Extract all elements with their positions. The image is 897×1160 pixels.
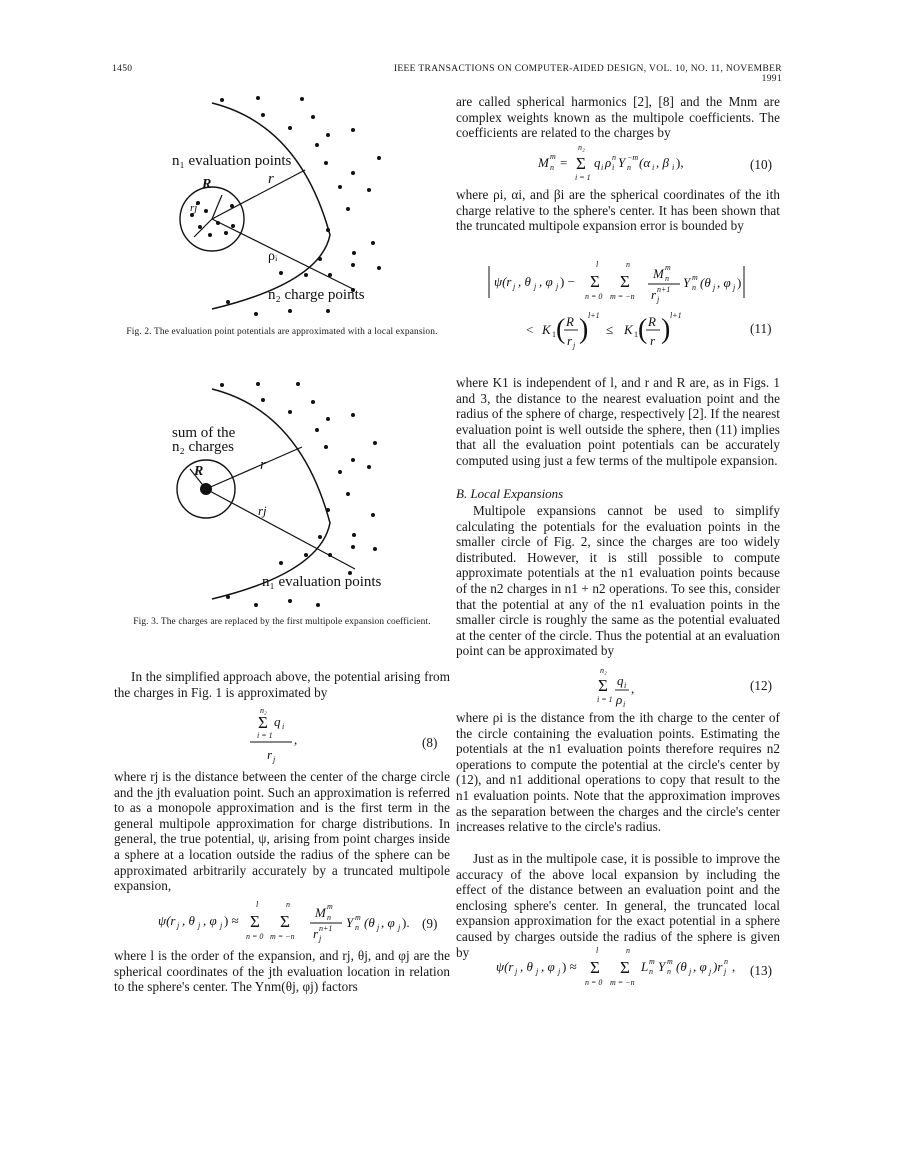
svg-text:i: i bbox=[652, 163, 655, 172]
svg-text:, φ: , φ bbox=[539, 274, 553, 289]
svg-text:l+1: l+1 bbox=[588, 311, 600, 320]
svg-text:, φ: , φ bbox=[541, 959, 555, 974]
svg-text:n: n bbox=[612, 153, 616, 162]
svg-text:j: j bbox=[515, 967, 518, 976]
svg-text:M: M bbox=[653, 266, 664, 281]
fig2-R-label: R bbox=[202, 177, 212, 192]
svg-text:n: n bbox=[286, 900, 290, 909]
svg-text:Σ: Σ bbox=[280, 912, 290, 931]
svg-text:n: n bbox=[667, 967, 671, 976]
equation-9-number: (9) bbox=[422, 916, 438, 931]
svg-text:i: i bbox=[623, 700, 626, 709]
svg-text:(θ: (θ bbox=[364, 915, 375, 930]
svg-text:j: j bbox=[513, 282, 516, 291]
svg-text:j: j bbox=[177, 921, 180, 930]
svg-text:i = 1: i = 1 bbox=[257, 731, 273, 740]
svg-text:m: m bbox=[355, 913, 361, 922]
svg-text:j: j bbox=[220, 921, 223, 930]
fig3-rj-label: rj bbox=[258, 503, 267, 518]
right-paragraph-6: Just as in the multipole case, it is possible to improve the accuracy of the above local expansion by including the effect of the distance between an evaluation point and the enclosing sphere's center. In general, the truncated local expansion approximation for the exact potential in a sphere caused by charges outside the radius of the sphere is given by bbox=[456, 851, 780, 960]
svg-text:j: j bbox=[398, 923, 401, 932]
equation-8 bbox=[240, 704, 330, 770]
svg-text:r: r bbox=[267, 747, 273, 762]
section-heading-local-expansions: B. Local Expansions bbox=[456, 486, 564, 501]
svg-text:, φ: , φ bbox=[203, 913, 217, 928]
right-paragraph-3: where K1 is independent of l, and r and R are, as in Figs. 1 and 3, the distance to the nearest evaluation point and the radius of the sphere of charge, respectively [2]. If the nearest evaluation point is well outside the sphere, then (11) implies that all the evaluation point potentials can be accurately computed using just a few terms of the multipole expansion. bbox=[456, 375, 780, 468]
fig2-rj-label: rj bbox=[190, 202, 198, 214]
svg-text:m: m bbox=[327, 902, 333, 911]
svg-text:).: ). bbox=[402, 915, 410, 930]
equation-12-number: (12) bbox=[750, 678, 772, 693]
figure-3-caption: Fig. 3. The charges are replaced by the first multipole expansion coefficient. bbox=[133, 617, 431, 627]
svg-text:M: M bbox=[315, 905, 326, 920]
svg-text:) ≈: ) ≈ bbox=[224, 913, 239, 928]
svg-text:j: j bbox=[273, 755, 276, 764]
svg-text:j: j bbox=[556, 282, 559, 291]
svg-text:L: L bbox=[641, 959, 649, 974]
svg-text:i: i bbox=[612, 163, 615, 172]
svg-text:j: j bbox=[534, 282, 537, 291]
svg-text:(α: (α bbox=[639, 155, 651, 170]
svg-text:m: m bbox=[665, 263, 671, 272]
svg-text:M: M bbox=[538, 155, 549, 170]
svg-text:i: i bbox=[672, 163, 675, 172]
svg-text:R: R bbox=[566, 314, 574, 329]
fig3-sum-label-2: n₂ charges bbox=[172, 439, 235, 455]
equation-11-number: (11) bbox=[750, 321, 772, 336]
svg-text:q: q bbox=[617, 673, 624, 688]
svg-text:): ) bbox=[579, 314, 589, 345]
page-number: 1450 bbox=[112, 64, 133, 74]
svg-text:m: m bbox=[550, 152, 556, 161]
svg-text:n+1: n+1 bbox=[657, 285, 671, 294]
svg-text:Σ: Σ bbox=[598, 676, 608, 695]
svg-text:n = 0: n = 0 bbox=[246, 932, 264, 941]
svg-text:ψ(r: ψ(r bbox=[158, 913, 176, 928]
svg-text:Σ: Σ bbox=[576, 154, 586, 173]
svg-text:Σ: Σ bbox=[620, 272, 630, 291]
svg-text:(: ( bbox=[638, 314, 648, 345]
svg-text:, φ: , φ bbox=[693, 959, 707, 974]
svg-text:, φ: , φ bbox=[381, 915, 395, 930]
svg-text:n: n bbox=[627, 163, 631, 172]
svg-text:1: 1 bbox=[634, 330, 638, 339]
equation-13-number: (13) bbox=[750, 963, 772, 978]
svg-text:Y: Y bbox=[346, 915, 354, 930]
equation-10-number: (10) bbox=[750, 157, 772, 172]
svg-text:,: , bbox=[294, 732, 298, 747]
svg-text:n: n bbox=[692, 283, 696, 292]
svg-text:r: r bbox=[567, 333, 573, 348]
svg-text:ρ: ρ bbox=[605, 155, 612, 170]
svg-text:n: n bbox=[649, 967, 653, 976]
svg-text:Σ: Σ bbox=[258, 713, 268, 732]
svg-text:m = −n: m = −n bbox=[610, 978, 635, 987]
svg-text:n = 0: n = 0 bbox=[585, 978, 603, 987]
svg-text:R: R bbox=[648, 314, 656, 329]
svg-text:=: = bbox=[560, 155, 568, 170]
svg-text:)r: )r bbox=[713, 959, 723, 974]
svg-text:i = 1: i = 1 bbox=[575, 173, 591, 182]
svg-text:Y: Y bbox=[683, 275, 691, 290]
running-header: IEEE TRANSACTIONS ON COMPUTER-AIDED DESIGN, VOL. 10, NO. 11, NOVEMBER 1991 bbox=[393, 64, 782, 84]
svg-text:j: j bbox=[558, 967, 561, 976]
figure-3-diagram bbox=[150, 375, 390, 615]
svg-text:l+1: l+1 bbox=[670, 311, 682, 320]
svg-text:n: n bbox=[626, 260, 630, 269]
svg-text:,: , bbox=[732, 959, 736, 974]
right-paragraph-1: are called spherical harmonics [2], [8] and the Mnm are complex weights known as the multipole coefficients. The coefficients are related to the charges by bbox=[456, 94, 780, 141]
right-paragraph-4: Multipole expansions cannot be used to simplify calculating the potentials for the evaluation points in the smaller circle of Fig. 2, since the charges are too widely distributed. However, it is still possible to compute approximate potentials at the n1 evaluation points because of the n2 charges in n1 + n2 operations. To see this, consider that the potential at any of the n1 evaluation points in the smaller circle is roughly the same as the potential evaluated at the center of the circle. Thus the potential at an evaluation point can be approximated by bbox=[456, 503, 780, 659]
svg-text:r: r bbox=[313, 926, 319, 941]
right-paragraph-5: where ρi is the distance from the ith charge to the center of the circle containing the evaluation points. Estimating the potentials at the n1 evaluation points therefore requires n2 operations to compute the potential at the circle's center by (12), and n1 additional operations to copy that result to the n1 evaluation points. Note that the approximation improves as the separation between the charges and the circle's center increases relative to the circle's radius. bbox=[456, 710, 780, 835]
svg-text:n: n bbox=[327, 913, 331, 922]
svg-text:−m: −m bbox=[627, 153, 639, 162]
svg-text:r: r bbox=[651, 287, 657, 302]
svg-text:n = 0: n = 0 bbox=[585, 292, 603, 301]
svg-text:, β: , β bbox=[656, 155, 669, 170]
svg-text:j: j bbox=[198, 921, 201, 930]
figure-2-diagram bbox=[150, 85, 390, 325]
svg-text:n₂: n₂ bbox=[600, 666, 607, 675]
svg-text:j: j bbox=[733, 283, 736, 292]
svg-text:(θ: (θ bbox=[676, 959, 687, 974]
svg-text:, θ: , θ bbox=[518, 274, 531, 289]
svg-text:, θ: , θ bbox=[520, 959, 533, 974]
svg-text:q: q bbox=[594, 155, 601, 170]
equation-8-number: (8) bbox=[422, 735, 438, 750]
svg-text:i: i bbox=[624, 681, 627, 690]
svg-text:j: j bbox=[573, 341, 576, 350]
fig2-rho-label: ρᵢ bbox=[268, 249, 278, 264]
svg-text:K: K bbox=[624, 322, 633, 337]
equation-10 bbox=[538, 142, 718, 190]
svg-text:): ) bbox=[661, 314, 671, 345]
svg-text:Σ: Σ bbox=[590, 958, 600, 977]
svg-text:l: l bbox=[596, 946, 599, 955]
left-paragraph-3: where l is the order of the expansion, and rj, θj, and φj are the spherical coordinates of the jth evaluation location in relation to the sphere's center. The Ynm(θj, φj) factors bbox=[114, 948, 450, 995]
svg-text:ψ(r: ψ(r bbox=[496, 959, 514, 974]
svg-text:i = 1: i = 1 bbox=[597, 695, 613, 704]
svg-text:) −: ) − bbox=[560, 274, 575, 289]
svg-text:m: m bbox=[649, 957, 655, 966]
svg-text:): ) bbox=[737, 275, 742, 290]
svg-text:≤: ≤ bbox=[606, 322, 614, 337]
svg-text:<: < bbox=[526, 322, 534, 337]
figure-2-caption: Fig. 2. The evaluation point potentials are approximated with a local expansion. bbox=[126, 327, 438, 337]
fig3-eval-label: n₁ evaluation points bbox=[262, 574, 382, 590]
svg-text:Σ: Σ bbox=[590, 272, 600, 291]
svg-text:ρ: ρ bbox=[616, 692, 623, 707]
equation-12 bbox=[594, 664, 654, 714]
svg-text:j: j bbox=[709, 967, 712, 976]
svg-text:Y: Y bbox=[618, 155, 626, 170]
svg-text:(: ( bbox=[556, 314, 566, 345]
svg-text:j: j bbox=[724, 967, 727, 976]
svg-text:j: j bbox=[689, 967, 692, 976]
svg-text:j: j bbox=[319, 934, 322, 943]
svg-text:n: n bbox=[724, 957, 728, 966]
right-paragraph-2: where ρi, αi, and βi are the spherical coordinates of the ith charge relative to the sphere's center. It has been shown that the truncated multipole expansion error is bounded by bbox=[456, 187, 780, 234]
svg-text:n: n bbox=[665, 274, 669, 283]
svg-text:n+1: n+1 bbox=[319, 924, 333, 933]
svg-text:j: j bbox=[713, 283, 716, 292]
svg-text:1: 1 bbox=[552, 330, 556, 339]
svg-text:K: K bbox=[542, 322, 551, 337]
svg-text:q: q bbox=[274, 714, 281, 729]
svg-text:ψ(r: ψ(r bbox=[494, 274, 512, 289]
svg-text:n: n bbox=[550, 163, 554, 172]
svg-text:m = −n: m = −n bbox=[610, 292, 635, 301]
equation-9 bbox=[158, 898, 418, 948]
svg-text:m: m bbox=[692, 273, 698, 282]
svg-text:Σ: Σ bbox=[620, 958, 630, 977]
svg-text:l: l bbox=[596, 260, 599, 269]
svg-text:n₂: n₂ bbox=[260, 706, 267, 715]
fig3-r-label: r bbox=[260, 457, 266, 473]
svg-text:, θ: , θ bbox=[182, 913, 195, 928]
svg-text:m = −n: m = −n bbox=[270, 932, 295, 941]
fig2-r-label: r bbox=[268, 171, 274, 187]
fig2-eval-label: n₁ evaluation points bbox=[172, 153, 292, 169]
svg-text:n: n bbox=[626, 946, 630, 955]
left-paragraph-1: In the simplified approach above, the potential arising from the charges in Fig. 1 is approximated by bbox=[114, 669, 450, 700]
equation-13 bbox=[496, 944, 746, 994]
svg-text:,: , bbox=[631, 681, 635, 696]
svg-text:),: ), bbox=[676, 155, 684, 170]
fig3-sum-label-1: sum of the bbox=[172, 425, 236, 441]
svg-text:n₂: n₂ bbox=[578, 143, 585, 152]
left-paragraph-2: where rj is the distance between the center of the charge circle and the jth evaluation point. Such an approximation is referred to as a monopole approximation and is the first term in the general multipole approximation for charge distributions. In general, the true potential, ψ, arising from point charges inside a sphere at a location outside the radius of the sphere can be approximated arbitrarily accurately by a truncated multipole expansion, bbox=[114, 769, 450, 894]
svg-text:Y: Y bbox=[658, 959, 666, 974]
svg-text:m: m bbox=[667, 957, 673, 966]
svg-text:i: i bbox=[282, 722, 285, 731]
fig3-R-label: R bbox=[194, 464, 204, 479]
svg-text:j: j bbox=[536, 967, 539, 976]
svg-text:i: i bbox=[601, 163, 604, 172]
svg-text:j: j bbox=[377, 923, 380, 932]
equation-11 bbox=[486, 256, 746, 386]
svg-text:) ≈: ) ≈ bbox=[562, 959, 577, 974]
svg-text:, φ: , φ bbox=[717, 275, 731, 290]
svg-text:r: r bbox=[650, 333, 656, 348]
svg-text:(θ: (θ bbox=[700, 275, 711, 290]
svg-text:j: j bbox=[657, 295, 660, 304]
svg-text:Σ: Σ bbox=[250, 912, 260, 931]
svg-text:l: l bbox=[256, 900, 259, 909]
svg-text:n: n bbox=[355, 923, 359, 932]
fig2-charge-label: n₂ charge points bbox=[268, 287, 365, 303]
